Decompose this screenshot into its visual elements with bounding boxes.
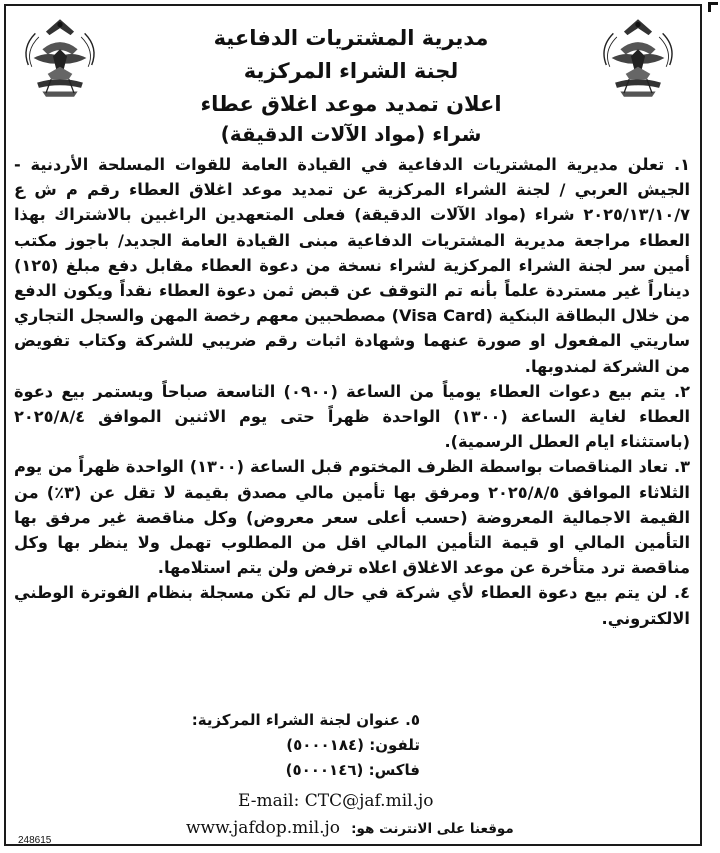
armed-forces-emblem-icon xyxy=(594,14,682,102)
announcement-title: اعلان تمديد موعد اغلاق عطاء xyxy=(200,92,502,116)
fax-number: فاكس: (٥٠٠٠١٤٦) xyxy=(285,761,420,779)
website-link[interactable]: www.jafdop.mil.jo xyxy=(186,818,341,838)
paragraph-1: ١. تعلن مديرية المشتريات الدفاعية في القيادة العامة للقوات المسلحة الأردنية - الجيش العربي / لجنة الشراء المركزية عن تمديد موعد اغلاق العطاء رقم م ش ع ٢٠٢٥/١٣/١٠/٧ شراء (مواد الآلات الدقيقة) فعلى المتعهدين الراغبين بالاشتراك بهذا العطاء مراجعة مديرية المشتريات الدفاعية مبنى القيادة العامة الجديد/ باجوز مكتب أمين سر لجنة الشراء المركزية لشراء نسخة من دعوة العطاء مقابل دفع مبلغ (١٢٥) ديناراً غير مستردة علماً بأنه تم التوقف عن قبض ثمن دعوة العطاء نقداً ويكون الدفع من خلال البطاقة البنكية (Visa Card) مصطحبين معهم رخصة المهن والسجل التجاري ساريتي المفعول او صورة عنهما وشهادة اثبات رقم ضريبي للشركة وكتاب تفويض من الشركة لمندوبها. xyxy=(14,155,690,376)
paragraph-3: ٣. تعاد المناقصات بواسطة الظرف المختوم قبل الساعة (١٣٠٠) الواحدة ظهراً من يوم الثلاثاء الموافق ٢٠٢٥/٨/٥ ومرفق بها تأمين مالي مصدق بقيمة لا تقل عن (٣٪) من القيمة الاجمالية المعروضة (حسب أعلى سعر معروض) وكل مناقصة غير مرفق بها التأمين المالي او قيمة التأمين المالي اقل من المطلوب تهمل ولا ينظر بها وكل مناقصة ترد متأخرة عن موعد الاغلاق اعلاه ترفض ولن يتم استلامها. xyxy=(14,457,690,578)
reference-number: 248615 xyxy=(18,835,52,846)
phone-number: تلفون: (٥٠٠٠١٨٤) xyxy=(286,736,420,754)
address-title: ٥. عنوان لجنة الشراء المركزية: xyxy=(191,711,420,729)
purchase-title: شراء (مواد الآلات الدقيقة) xyxy=(220,122,482,146)
armed-forces-emblem-icon xyxy=(16,14,104,102)
corner-mark xyxy=(708,2,718,12)
directorate-title: مديرية المشتريات الدفاعية xyxy=(213,26,489,50)
committee-title: لجنة الشراء المركزية xyxy=(243,59,459,83)
email-address: E-mail: CTC@jaf.mil.jo xyxy=(238,791,434,811)
paragraph-4: ٤. لن يتم بيع دعوة العطاء لأي شركة في حال لم تكن مسجلة بنظام الفوترة الوطني الالكتروني. xyxy=(14,583,690,628)
paragraph-2: ٢. يتم بيع دعوات العطاء يومياً من الساعة (٠٩٠٠) التاسعة صباحاً ويستمر بيع دعوة العطاء لغاية الساعة (١٣٠٠) الواحدة ظهراً حتى يوم الاثنين الموافق ٢٠٢٥/٨/٤ (باستثناء ايام العطل الرسمية). xyxy=(14,381,690,452)
announcement-body xyxy=(14,152,690,631)
contact-block xyxy=(192,708,420,783)
website-row xyxy=(186,818,514,838)
website-label: موقعنا على الانترنت هو: xyxy=(351,821,514,837)
